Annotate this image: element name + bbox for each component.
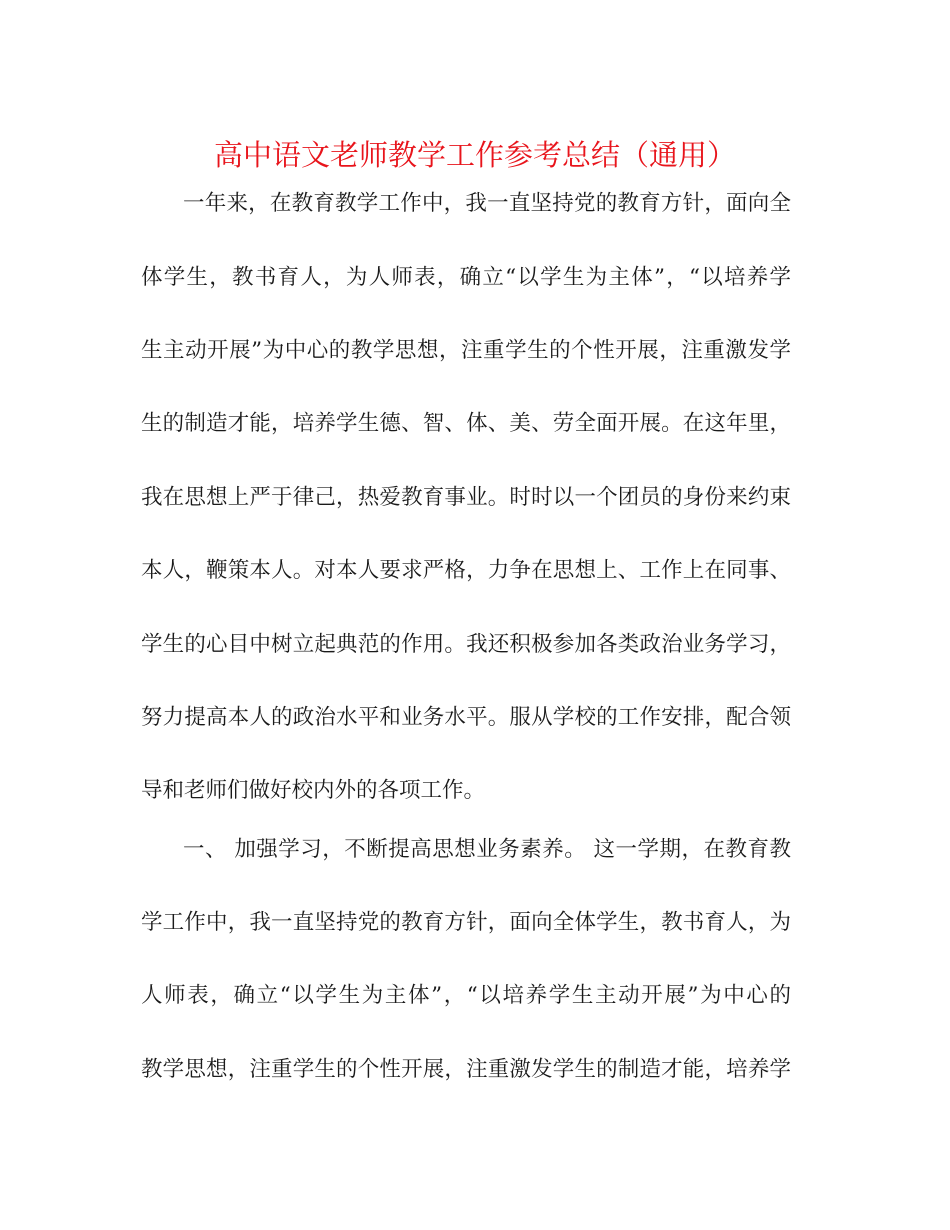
paragraph-1-line-3: 生主动开展”为中心的教学思想，注重学生的个性开展，注重激发学 (141, 338, 791, 363)
document-title: 高中语文老师教学工作参考总结（通用） (213, 138, 736, 172)
paragraph-2-line-1: 一、 加强学习，不断提高思想业务素养。 这一学期，在教育教 (183, 837, 791, 862)
paragraph-1-line-5: 我在思想上严于律己，热爱教育事业。时时以一个团员的身份来约束 (141, 485, 791, 510)
paragraph-2-line-3: 人师表，确立“以学生为主体”，“以培养学生主动开展”为中心的 (141, 983, 791, 1008)
paragraph-1-line-4: 生的制造才能，培养学生德、智、体、美、劳全面开展。在这年里， (141, 411, 791, 436)
paragraph-2-line-2: 学工作中，我一直坚持党的教育方针，面向全体学生，教书育人，为 (141, 910, 791, 935)
paragraph-1-line-9: 导和老师们做好校内外的各项工作。 (141, 778, 486, 803)
paragraph-1-line-1: 一年来，在教育教学工作中，我一直坚持党的教育方针，面向全 (183, 191, 791, 216)
paragraph-1-line-6: 本人，鞭策本人。对本人要求严格，力争在思想上、工作上在同事、 (141, 558, 791, 583)
paragraph-1-line-2: 体学生，教书育人，为人师表，确立“以学生为主体”，“以培养学 (141, 265, 791, 290)
paragraph-2-line-4: 教学思想，注重学生的个性开展，注重激发学生的制造才能，培养学 (141, 1057, 791, 1082)
paragraph-1-line-7: 学生的心目中树立起典范的作用。我还积极参加各类政治业务学习， (141, 632, 791, 657)
paragraph-1-line-8: 努力提高本人的政治水平和业务水平。服从学校的工作安排，配合领 (141, 705, 791, 730)
